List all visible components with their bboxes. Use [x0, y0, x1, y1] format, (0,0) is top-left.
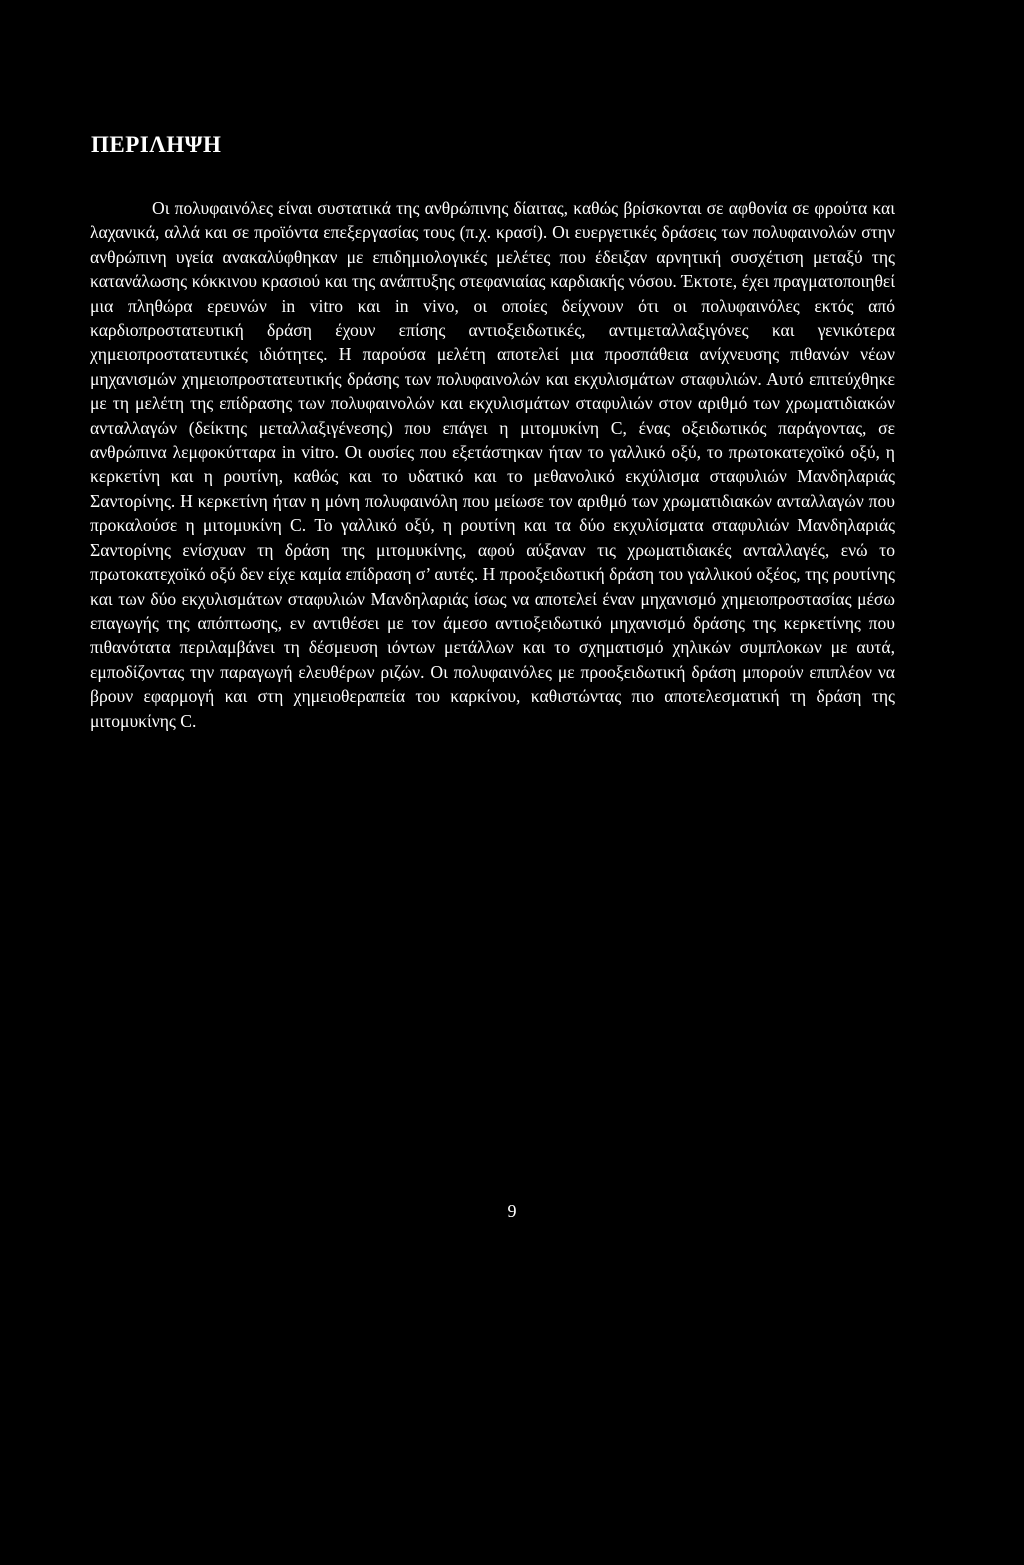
abstract-paragraph: Οι πολυφαινόλες είναι συστατικά της ανθρώπινης δίαιτας, καθώς βρίσκονται σε αφθονία σε φρούτα και λαχανικά, αλλά και σε προϊόντα επεξεργασίας τους (π.χ. κρασί). Οι ευεργετικές δράσεις των πολυφαινολών στην ανθρώπινη υγεία ανακαλύφθηκαν με επιδημιολογικές μελέτες που έδειξαν αρνητική συσχέτιση μεταξύ της κατανάλωσης κόκκινου κρασιού και της ανάπτυξης στεφανιαίας καρδιακής νόσου. Έκτοτε, έχει πραγματοποιηθεί μια πληθώρα ερευνών in vitro και in vivo, οι οποίες δείχνουν ότι οι πολυφαινόλες εκτός από καρδιοπροστατευτική δράση έχουν επίσης αντιοξειδωτικές, αντιμεταλλαξιγόνες και γενικότερα χημειοπροστατευτικές ιδιότητες. Η παρούσα μελέτη αποτελεί μια προσπάθεια ανίχνευσης πιθανών νέων μηχανισμών χημειοπροστατευτικής δράσης των πολυφαινολών και εκχυλισμάτων σταφυλιών. Αυτό επιτεύχθηκε με τη μελέτη της επίδρασης των πολυφαινολών και εκχυλισμάτων σταφυλιών στον αριθμό των χρωματιδιακών ανταλλαγών (δείκτης μεταλλαξιγένεσης) που επάγει η μιτομυκίνη C, ένας οξειδωτικός παράγοντας, σε ανθρώπινα λεμφοκύτταρα in vitro. Οι ουσίες που εξετάστηκαν ήταν το γαλλικό οξύ, το πρωτοκατεχοϊκό οξύ, η κερκετίνη και η ρουτίνη, καθώς και το υδατικό και το μεθανολικό εκχύλισμα σταφυλιών Μανδηλαριάς Σαντορίνης. Η κερκετίνη ήταν η μόνη πολυφαινόλη που μείωσε τον αριθμό των χρωματιδιακών ανταλλαγών που προκαλούσε η μιτομυκίνη C. Το γαλλικό οξύ, η ρουτίνη και τα δύο εκχυλίσματα σταφυλιών Μανδηλαριάς Σαντορίνης ενίσχυαν τη δράση της μιτομυκίνης, αφού αύξαναν τις χρωματιδιακές ανταλλαγές, ενώ το πρωτοκατεχοϊκό οξύ δεν είχε καμία επίδραση σ’ αυτές. Η προοξειδωτική δράση του γαλλικού οξέος, της ρουτίνης και των δύο εκχυλισμάτων σταφυλιών Μανδηλαριάς ίσως να αποτελεί έναν μηχανισμό χημειοπροστασίας μέσω επαγωγής της απόπτωσης, εν αντιθέσει με τον άμεσο αντιοξειδωτικό μηχανισμό δράσης της κερκετίνης που πιθανότατα περιλαμβάνει τη δέσμευση ιόντων μετάλλων και το σχηματισμό χηλικών συμπλοκων με αυτά, εμποδίζοντας την παραγωγή ελευθέρων ριζών. Οι πολυφαινόλες με προοξειδωτική δράση μπορούν επιπλέον να βρουν εφαρμογή και στη χημειοθεραπεία του καρκίνου, καθιστώντας πιο αποτελεσματική τη δράση της μιτομυκίνης C.: [90, 198, 895, 731]
abstract-heading: ΠΕΡΙΛΗΨΗ: [91, 132, 222, 157]
page-number: 9: [507, 1201, 517, 1221]
